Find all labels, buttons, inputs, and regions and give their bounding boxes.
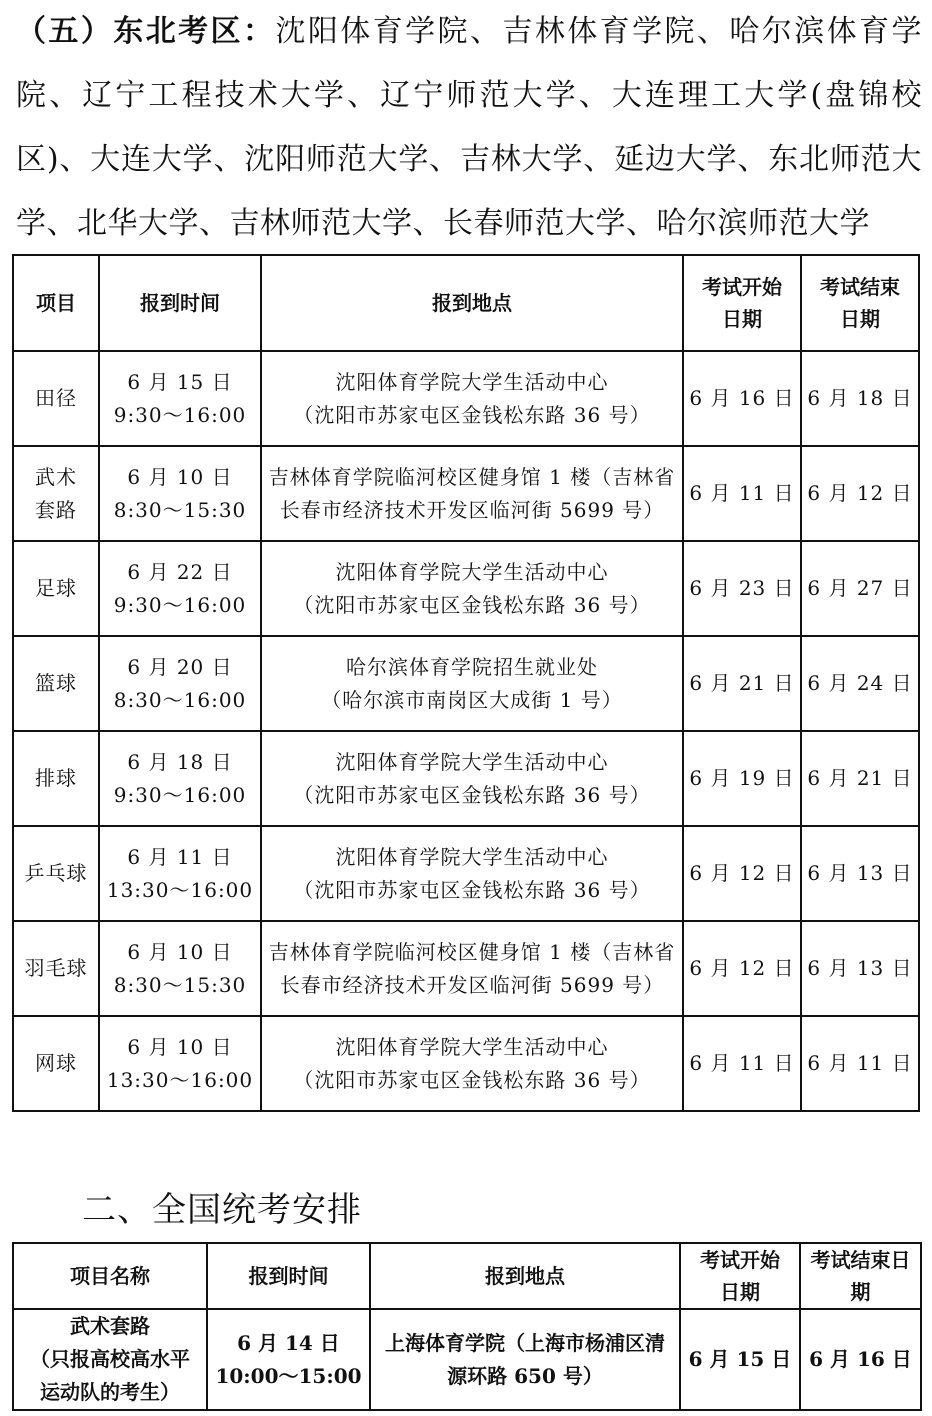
cell-start-date: 6 月 11 日 [683, 1016, 801, 1111]
location-line: （哈尔滨市南岗区大成街 1 号） [321, 687, 623, 712]
cell-start-date: 6 月 16 日 [683, 351, 801, 446]
cell-time [99, 1016, 261, 1111]
time-range: 10:00～15:00 [215, 1363, 362, 1388]
cell-item: 篮球 [13, 636, 99, 731]
location-line: 长春市经济技术开发区临河街 5699 号） [279, 497, 665, 522]
cell-time [99, 636, 261, 731]
cell-location [370, 1309, 680, 1410]
location-line: 沈阳体育学院大学生活动中心 [335, 369, 609, 394]
header-item-name: 项目名称 [13, 1243, 207, 1309]
cell-end-date: 6 月 11 日 [801, 1016, 919, 1111]
table-row [13, 1309, 921, 1410]
time-range: 9:30～16:00 [113, 402, 247, 427]
location-line: 源环路 650 号） [447, 1363, 603, 1388]
header-end-date: 考试结束日 期 [800, 1243, 921, 1309]
cell-item: 排球 [13, 731, 99, 826]
cell-item: 田径 [13, 351, 99, 446]
cell-start-date: 6 月 11 日 [683, 446, 801, 541]
time-range: 9:30～16:00 [113, 782, 247, 807]
time-range: 8:30～15:30 [113, 972, 247, 997]
time-date: 6 月 20 日 [127, 654, 233, 679]
table-row [13, 636, 919, 731]
cell-end-date: 6 月 16 日 [800, 1309, 921, 1410]
time-date: 6 月 11 日 [127, 844, 233, 869]
header-start-date: 考试开始 日期 [680, 1243, 800, 1309]
table-row [13, 446, 919, 541]
time-range: 8:30～15:30 [113, 497, 247, 522]
cell-time [99, 731, 261, 826]
location-line: （沈阳市苏家屯区金钱松东路 36 号） [293, 782, 651, 807]
national-exam-table [12, 1242, 922, 1411]
header-checkin-location: 报到地点 [370, 1243, 680, 1309]
location-line: （沈阳市苏家屯区金钱松东路 36 号） [293, 592, 651, 617]
cell-start-date: 6 月 19 日 [683, 731, 801, 826]
time-date: 6 月 14 日 [237, 1330, 340, 1355]
cell-location [261, 541, 683, 636]
location-line: 哈尔滨体育学院招生就业处 [346, 654, 598, 679]
cell-end-date: 6 月 13 日 [801, 826, 919, 921]
cell-location [261, 446, 683, 541]
header-end-date: 考试结束 日期 [801, 255, 919, 351]
cell-end-date: 6 月 12 日 [801, 446, 919, 541]
header-item: 项目 [13, 255, 99, 351]
cell-time [99, 921, 261, 1016]
location-line: （沈阳市苏家屯区金钱松东路 36 号） [293, 402, 651, 427]
region-universities: 沈阳体育学院、吉林体育学院、哈尔滨体育学院、辽宁工程技术大学、辽宁师范大学、大连理工大学(盘锦校区)、大连大学、沈阳师范大学、吉林大学、延边大学、东北师范大学、北华大学、吉林师范大学、长春师范大学、哈尔滨师范大学 [16, 14, 923, 241]
cell-time [99, 826, 261, 921]
table-row [13, 1016, 919, 1111]
cell-location [261, 826, 683, 921]
table-row [13, 826, 919, 921]
cell-location [261, 636, 683, 731]
cell-time [99, 351, 261, 446]
cell-location [261, 1016, 683, 1111]
header-checkin-time: 报到时间 [207, 1243, 370, 1309]
table-row [13, 731, 919, 826]
time-range: 13:30～16:00 [106, 877, 254, 902]
cell-item: 网球 [13, 1016, 99, 1111]
cell-location [261, 921, 683, 1016]
cell-location [261, 731, 683, 826]
cell-start-date: 6 月 15 日 [680, 1309, 800, 1410]
location-line: （沈阳市苏家屯区金钱松东路 36 号） [293, 877, 651, 902]
location-line: 沈阳体育学院大学生活动中心 [335, 559, 609, 584]
location-line: 长春市经济技术开发区临河街 5699 号） [279, 972, 665, 997]
time-date: 6 月 18 日 [127, 749, 233, 774]
cell-start-date: 6 月 12 日 [683, 826, 801, 921]
region-title: （五）东北考区： [16, 14, 276, 49]
item-line: 武术套路 [70, 1314, 150, 1338]
section-title: 二、全国统考安排 [82, 1190, 362, 1230]
table-row [13, 541, 919, 636]
cell-item: 羽毛球 [13, 921, 99, 1016]
location-line: 沈阳体育学院大学生活动中心 [335, 1034, 609, 1059]
table-header-row [13, 1243, 921, 1309]
cell-start-date: 6 月 12 日 [683, 921, 801, 1016]
cell-time [99, 446, 261, 541]
header-start-date: 考试开始 日期 [683, 255, 801, 351]
time-date: 6 月 15 日 [127, 369, 233, 394]
cell-item [13, 1309, 207, 1410]
cell-start-date: 6 月 21 日 [683, 636, 801, 731]
cell-end-date: 6 月 24 日 [801, 636, 919, 731]
cell-time [207, 1309, 370, 1410]
item-line: 运动队的考生） [40, 1380, 180, 1404]
location-line: 吉林体育学院临河校区健身馆 1 楼（吉林省 [268, 939, 676, 964]
location-line: 沈阳体育学院大学生活动中心 [335, 749, 609, 774]
time-date: 6 月 10 日 [127, 939, 233, 964]
time-range: 13:30～16:00 [106, 1067, 254, 1092]
header-checkin-time: 报到时间 [99, 255, 261, 351]
time-range: 9:30～16:00 [113, 592, 247, 617]
cell-end-date: 6 月 13 日 [801, 921, 919, 1016]
location-line: 沈阳体育学院大学生活动中心 [335, 844, 609, 869]
intro-paragraph [16, 0, 922, 256]
cell-item: 乒乓球 [13, 826, 99, 921]
location-line: （沈阳市苏家屯区金钱松东路 36 号） [293, 1067, 651, 1092]
header-checkin-location: 报到地点 [261, 255, 683, 351]
location-line: 吉林体育学院临河校区健身馆 1 楼（吉林省 [268, 464, 676, 489]
time-date: 6 月 22 日 [127, 559, 233, 584]
location-line: 上海体育学院（上海市杨浦区清 [385, 1330, 665, 1355]
cell-item: 足球 [13, 541, 99, 636]
northeast-schedule-table [12, 254, 920, 1112]
time-range: 8:30～16:00 [113, 687, 247, 712]
table-row [13, 921, 919, 1016]
cell-time [99, 541, 261, 636]
time-date: 6 月 10 日 [127, 464, 233, 489]
cell-end-date: 6 月 18 日 [801, 351, 919, 446]
table-header-row [13, 255, 919, 351]
time-date: 6 月 10 日 [127, 1034, 233, 1059]
cell-item: 武术 套路 [13, 446, 99, 541]
cell-start-date: 6 月 23 日 [683, 541, 801, 636]
cell-location [261, 351, 683, 446]
cell-end-date: 6 月 21 日 [801, 731, 919, 826]
cell-end-date: 6 月 27 日 [801, 541, 919, 636]
table-row [13, 351, 919, 446]
item-line: （只报高校高水平 [30, 1347, 190, 1371]
